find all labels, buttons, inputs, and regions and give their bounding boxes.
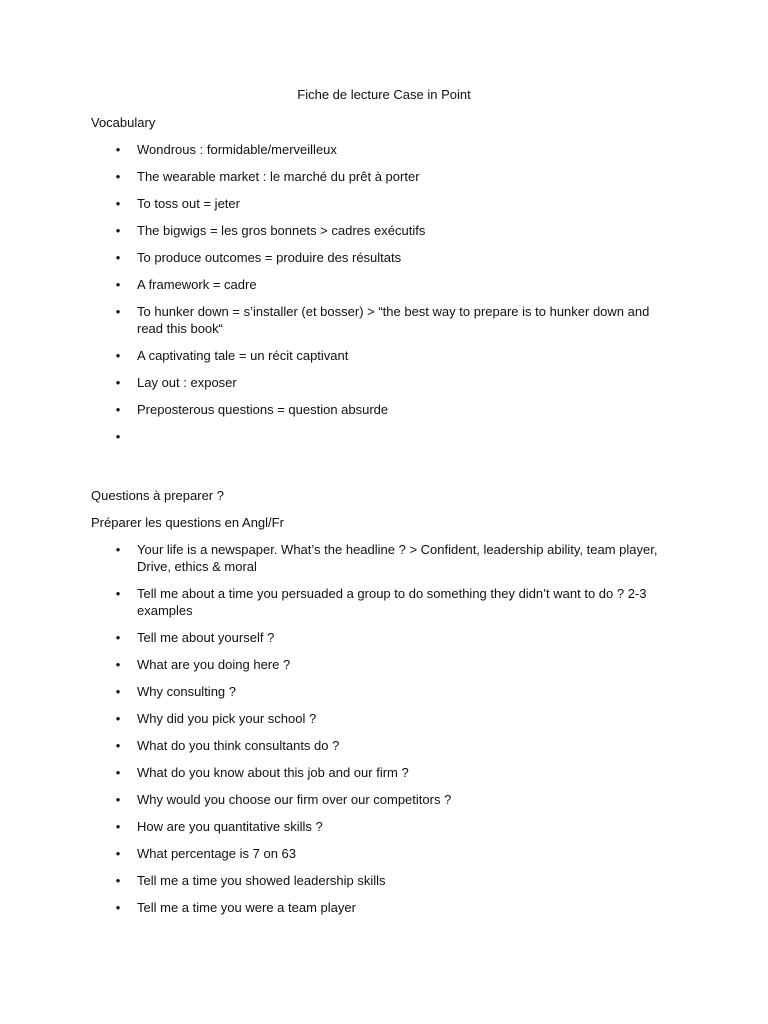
vocabulary-item-text: Preposterous questions = question absurde xyxy=(137,402,389,417)
bullet-icon: • xyxy=(115,711,121,726)
question-item-text: What do you know about this job and our firm ? xyxy=(137,765,409,780)
questions-heading: Questions à preparer ? xyxy=(91,488,224,503)
question-item xyxy=(0,791,768,808)
bullet-icon: • xyxy=(115,348,121,363)
bullet-icon: • xyxy=(115,542,121,557)
bullet-icon: • xyxy=(115,223,121,238)
bullet-icon: • xyxy=(115,846,121,861)
question-item xyxy=(0,872,768,889)
question-item-text: Why would you choose our firm over our competitors ? xyxy=(137,792,452,807)
vocabulary-item-text: The wearable market : le marché du prêt à porter xyxy=(137,169,420,184)
bullet-icon: • xyxy=(115,196,121,211)
vocabulary-item xyxy=(0,168,768,185)
question-item-text: Why consulting ? xyxy=(137,684,236,699)
question-item-text: Tell me about yourself ? xyxy=(137,630,275,645)
questions-subheading: Préparer les questions en Angl/Fr xyxy=(91,515,284,530)
bullet-icon: • xyxy=(115,429,121,444)
bullet-icon: • xyxy=(115,819,121,834)
bullet-icon: • xyxy=(115,402,121,417)
question-item-text: What percentage is 7 on 63 xyxy=(137,846,296,861)
question-item xyxy=(0,656,768,673)
question-item xyxy=(0,764,768,781)
vocabulary-item-text: Lay out : exposer xyxy=(137,375,237,390)
bullet-icon: • xyxy=(115,169,121,184)
vocabulary-item xyxy=(0,276,768,293)
bullet-icon: • xyxy=(115,586,121,601)
bullet-icon: • xyxy=(115,873,121,888)
question-item xyxy=(0,629,768,646)
vocabulary-item xyxy=(0,249,768,266)
bullet-icon: • xyxy=(115,657,121,672)
vocabulary-heading: Vocabulary xyxy=(91,115,156,130)
bullet-icon: • xyxy=(115,900,121,915)
question-item xyxy=(0,899,768,916)
vocabulary-item xyxy=(0,222,768,239)
bullet-icon: • xyxy=(115,792,121,807)
question-item xyxy=(0,585,768,619)
vocabulary-list xyxy=(0,141,768,455)
questions-list xyxy=(0,541,768,926)
question-item-text: Your life is a newspaper. What’s the headline ? > Confident, leadership ability, team player, Drive, ethics & moral xyxy=(137,542,658,574)
vocabulary-item-text: Wondrous : formidable/merveilleux xyxy=(137,142,337,157)
vocabulary-item xyxy=(0,347,768,364)
vocabulary-item-text: To hunker down = s’installer (et bosser) > “the best way to prepare is to hunker down and read this book“ xyxy=(137,304,650,336)
question-item-text: Tell me a time you were a team player xyxy=(137,900,356,915)
question-item xyxy=(0,737,768,754)
document-title: Fiche de lecture Case in Point xyxy=(297,87,471,102)
bullet-icon: • xyxy=(115,375,121,390)
question-item-text: Tell me a time you showed leadership skills xyxy=(137,873,386,888)
bullet-icon: • xyxy=(115,250,121,265)
bullet-icon: • xyxy=(115,765,121,780)
bullet-icon: • xyxy=(115,684,121,699)
vocabulary-item xyxy=(0,141,768,158)
vocabulary-item xyxy=(0,428,768,445)
vocabulary-item xyxy=(0,374,768,391)
vocabulary-item-text: The bigwigs = les gros bonnets > cadres exécutifs xyxy=(137,223,426,238)
question-item xyxy=(0,541,768,575)
vocabulary-item xyxy=(0,401,768,418)
question-item xyxy=(0,683,768,700)
question-item-text: What are you doing here ? xyxy=(137,657,291,672)
vocabulary-item-text: A framework = cadre xyxy=(137,277,257,292)
bullet-icon: • xyxy=(115,277,121,292)
bullet-icon: • xyxy=(115,738,121,753)
question-item xyxy=(0,710,768,727)
question-item xyxy=(0,818,768,835)
vocabulary-item-text: To toss out = jeter xyxy=(137,196,240,211)
question-item-text: What do you think consultants do ? xyxy=(137,738,340,753)
question-item-text: Tell me about a time you persuaded a group to do something they didn’t want to do ? 2-3 examples xyxy=(137,586,647,618)
bullet-icon: • xyxy=(115,630,121,645)
vocabulary-item-text: A captivating tale = un récit captivant xyxy=(137,348,349,363)
question-item-text: Why did you pick your school ? xyxy=(137,711,317,726)
question-item xyxy=(0,845,768,862)
vocabulary-item xyxy=(0,303,768,337)
vocabulary-item xyxy=(0,195,768,212)
question-item-text: How are you quantitative skills ? xyxy=(137,819,323,834)
bullet-icon: • xyxy=(115,142,121,157)
vocabulary-item-text: To produce outcomes = produire des résultats xyxy=(137,250,402,265)
bullet-icon: • xyxy=(115,304,121,319)
